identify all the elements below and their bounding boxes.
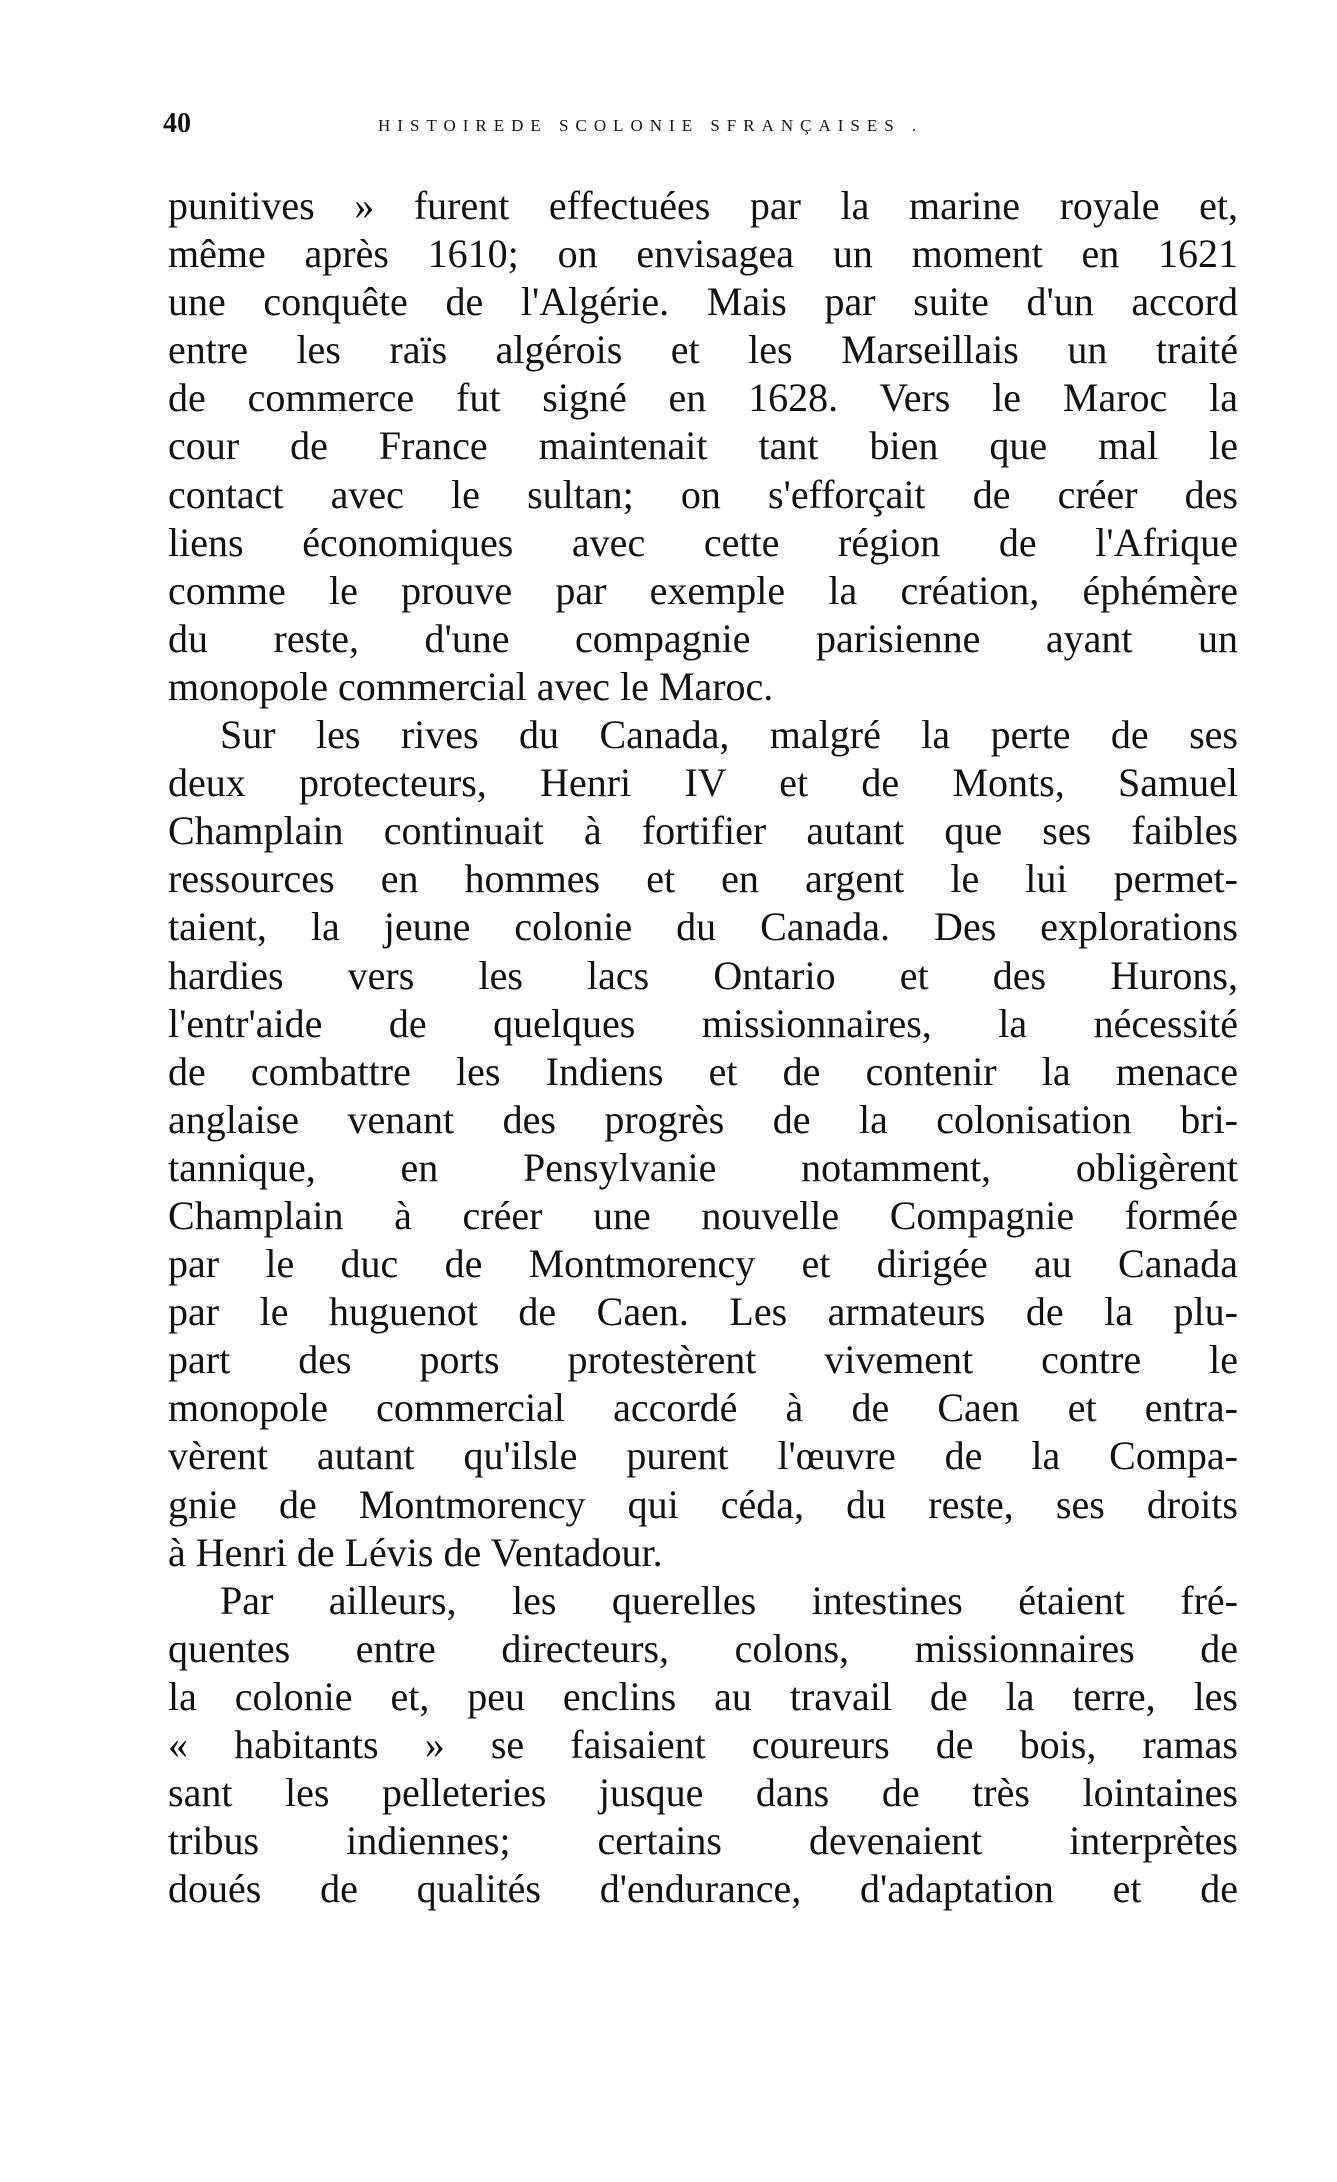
page-number: 40 bbox=[163, 108, 191, 139]
text-line: quentes entre directeurs, colons, missionnaires de bbox=[168, 1625, 1238, 1671]
text-line: ressources en hommes et en argent le lui permet- bbox=[168, 856, 1238, 902]
text-line: cour de France maintenait tant bien que mal le bbox=[168, 423, 1238, 469]
text-line: une conquête de l'Algérie. Mais par suite d'un accord bbox=[168, 279, 1238, 325]
paragraph bbox=[168, 182, 1238, 711]
text-line: punitives » furent effectuées par la marine royale et, bbox=[168, 183, 1238, 228]
text-line: part des ports protestèrent vivement contre le bbox=[168, 1337, 1238, 1383]
text-line: l'entr'aide de quelques missionnaires, la nécessité bbox=[168, 1000, 1238, 1046]
text-line: à Henri de Lévis de Ventadour. bbox=[168, 1529, 663, 1575]
text-line: gnie de Montmorency qui céda, du reste, ses droits bbox=[168, 1481, 1238, 1527]
text-line: Champlain continuait à fortifier autant que ses faibles bbox=[168, 808, 1238, 854]
paragraph bbox=[168, 1577, 1238, 1914]
text-line: la colonie et, peu enclins au travail de la terre, les bbox=[168, 1673, 1238, 1719]
text-line: tannique, en Pensylvanie notamment, obligèrent bbox=[168, 1144, 1238, 1190]
text-line: comme le prouve par exemple la création, éphémère bbox=[168, 567, 1238, 613]
text-line: Champlain à créer une nouvelle Compagnie formée bbox=[168, 1192, 1238, 1238]
text-line: par le huguenot de Caen. Les armateurs de la plu- bbox=[168, 1289, 1238, 1335]
text-line: Par ailleurs, les querelles intestines étaient fré- bbox=[220, 1577, 1238, 1623]
text-line: taient, la jeune colonie du Canada. Des explorations bbox=[168, 904, 1238, 950]
text-line: même après 1610; on envisagea un moment en 1621 bbox=[168, 231, 1238, 277]
text-line: tribus indiennes; certains devenaient interprètes bbox=[168, 1818, 1238, 1864]
text-line: par le duc de Montmorency et dirigée au Canada bbox=[168, 1241, 1238, 1287]
text-line: monopole commercial accordé à de Caen et entra- bbox=[168, 1385, 1238, 1431]
text-line: deux protecteurs, Henri IV et de Monts, Samuel bbox=[168, 760, 1238, 806]
text-line: vèrent autant qu'ilsle purent l'œuvre de la Compa- bbox=[168, 1433, 1238, 1479]
text-line: liens économiques avec cette région de l'Afrique bbox=[168, 519, 1238, 565]
text-line: sant les pelleteries jusque dans de très lointaines bbox=[168, 1770, 1238, 1816]
text-line: de commerce fut signé en 1628. Vers le Maroc la bbox=[168, 375, 1238, 421]
body-text bbox=[168, 182, 1238, 1913]
text-line: entre les raïs algérois et les Marseillais un traité bbox=[168, 327, 1238, 373]
text-line: doués de qualités d'endurance, d'adaptation et de bbox=[168, 1866, 1238, 1912]
text-line: contact avec le sultan; on s'efforçait de créer des bbox=[168, 471, 1238, 517]
text-line: monopole commercial avec le Maroc. bbox=[168, 663, 774, 709]
text-line: hardies vers les lacs Ontario et des Hurons, bbox=[168, 952, 1238, 998]
running-head bbox=[163, 108, 1243, 148]
text-line: du reste, d'une compagnie parisienne ayant un bbox=[168, 615, 1238, 661]
paragraph bbox=[168, 711, 1238, 1577]
text-line: « habitants » se faisaient coureurs de bois, ramas bbox=[168, 1722, 1238, 1767]
text-line: Sur les rives du Canada, malgré la perte de ses bbox=[220, 712, 1238, 758]
text-line: de combattre les Indiens et de contenir la menace bbox=[168, 1048, 1238, 1094]
text-line: anglaise venant des progrès de la colonisation bri- bbox=[168, 1096, 1238, 1142]
running-title: HISTOIREDE SCOLONIE SFRANÇAISES . bbox=[378, 116, 924, 135]
